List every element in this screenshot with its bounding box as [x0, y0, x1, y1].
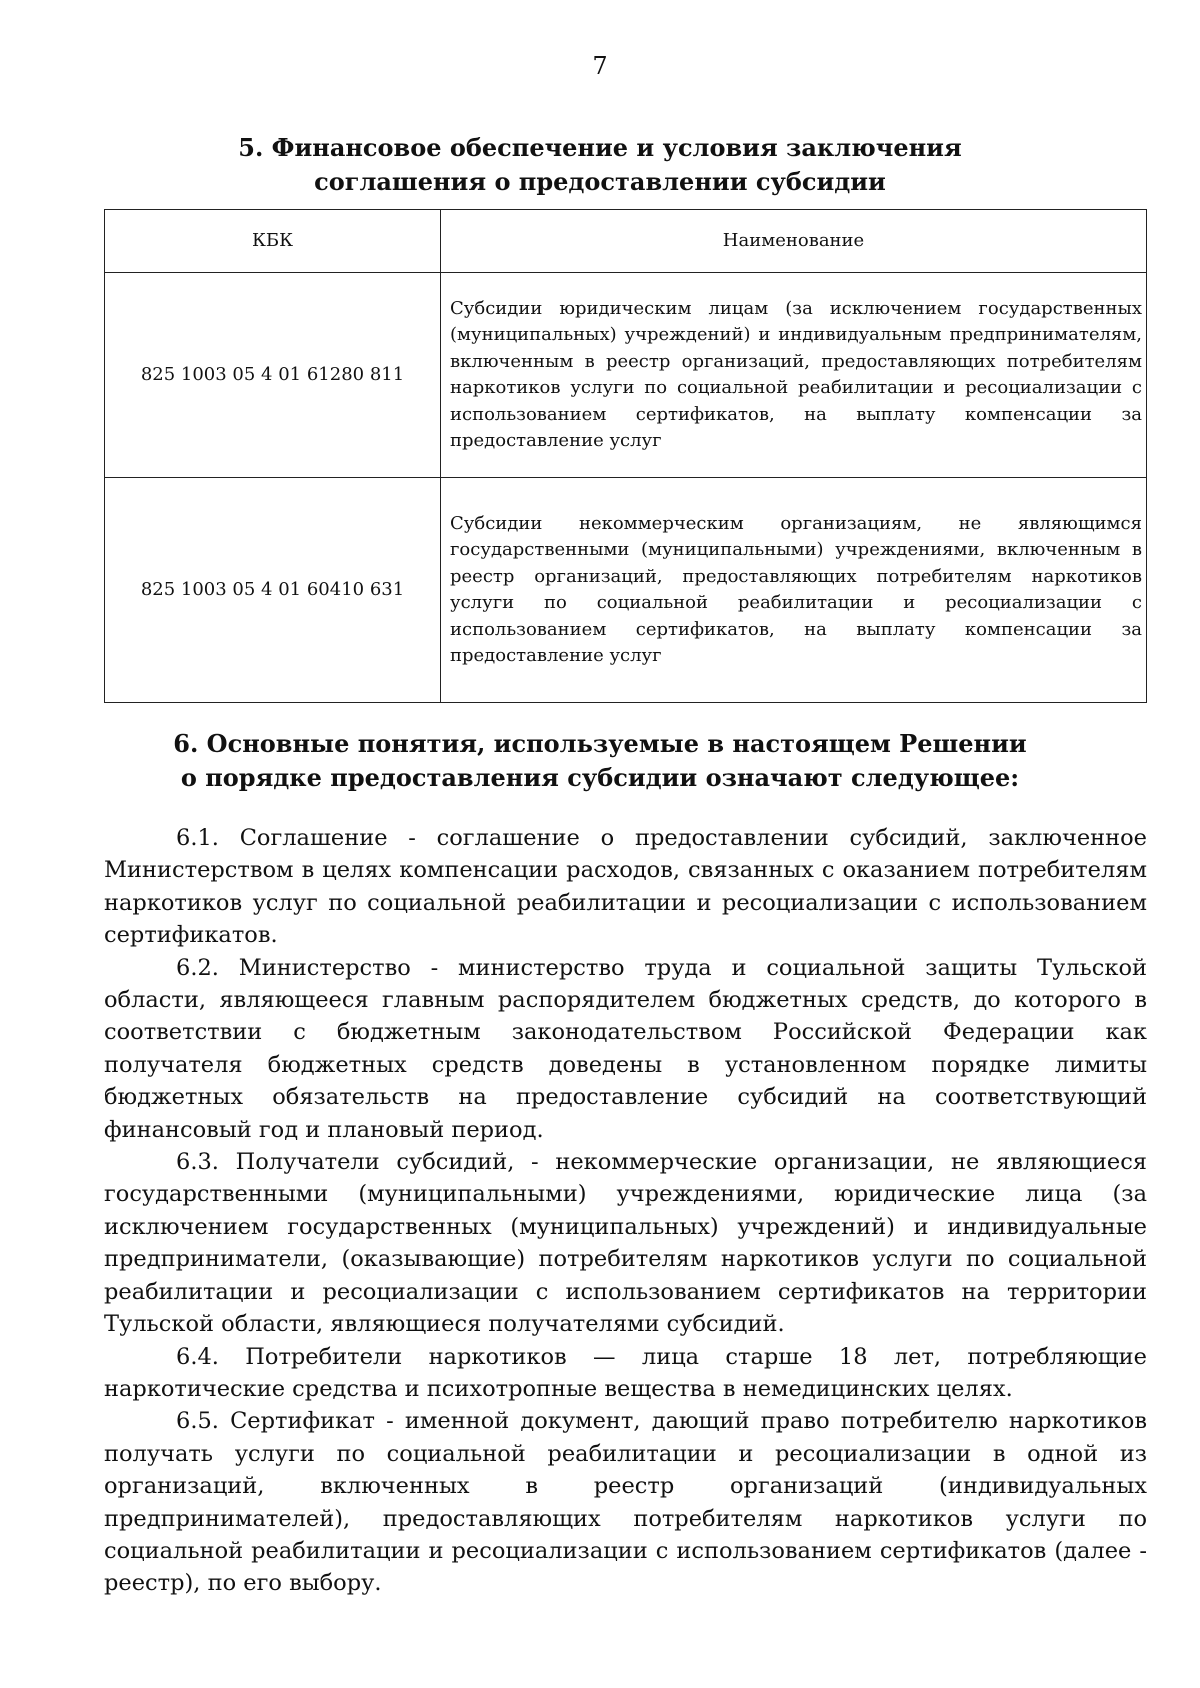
paragraph-6-5: 6.5. Сертификат - именной документ, дающий право потребителю наркотиков получать услуги по социальной реабилитации и ресоциализации в одной из организаций, включенных в реестр организаций (индивидуальных предпринимателей), предоставляющих потребителям наркотиков услуги по социальной реабилитации и ресоциализации с использованием сертификатов (далее - реестр), по его выбору. [104, 1408, 1147, 1597]
table-row [105, 273, 1147, 478]
paragraph-6-3: 6.3. Получатели субсидий, - некоммерческие организации, не являющиеся государственными (муниципальными) учреждениями, юридические лица (за исключением государственных (муниципальных) учреждений) и индивидуальные предприниматели, (оказывающие) потребителям наркотиков услуги по социальной реабилитации и ресоциализации с использованием сертификатов на территории Тульской области, являющиеся получателями субсидий. [104, 1149, 1147, 1338]
section-5-heading [0, 131, 1200, 199]
section-6-heading [0, 727, 1200, 795]
column-header-name: Наименование [441, 210, 1147, 273]
page-number: 7 [592, 52, 608, 80]
kbk-name-cell: Субсидии некоммерческим организациям, не являющимся государственными (муниципальными) учреждениями, включенным в реестр организаций, предоставляющих потребителям наркотиков услуги по социальной реабилитации и ресоциализации с использованием сертификатов, на выплату компенсации за предоставление услуг [441, 478, 1147, 703]
column-header-kbk: КБК [105, 210, 441, 273]
section-6-title-line-1: 6. Основные понятия, используемые в настоящем Решении [173, 729, 1027, 758]
table-header-row [105, 210, 1147, 273]
kbk-code-cell: 825 1003 05 4 01 61280 811 [105, 273, 441, 478]
paragraph-6-1: 6.1. Соглашение - соглашение о предоставлении субсидий, заключенное Министерством в целях компенсации расходов, связанных с оказанием потребителям наркотиков услуг по социальной реабилитации и ресоциализации с использованием сертификатов. [104, 825, 1147, 949]
section-5-title-line-1: 5. Финансовое обеспечение и условия заключения [238, 133, 962, 162]
paragraph-6-4: 6.4. Потребители наркотиков — лица старше 18 лет, потребляющие наркотические средства и психотропные вещества в немедицинских целях. [104, 1343, 1147, 1402]
section-5-title-line-2: соглашения о предоставлении субсидии [314, 167, 886, 196]
kbk-code-cell: 825 1003 05 4 01 60410 631 [105, 478, 441, 703]
paragraph-6-2: 6.2. Министерство - министерство труда и социальной защиты Тульской области, являющееся главным распорядителем бюджетных средств, до которого в соответствии с бюджетным законодательством Российской Федерации как получателя бюджетных средств доведены в установленном порядке лимиты бюджетных обязательств на предоставление субсидий на соответствующий финансовый год и плановый период. [104, 954, 1147, 1143]
table-row [105, 478, 1147, 703]
section-6-title-line-2: о порядке предоставления субсидии означают следующее: [180, 763, 1020, 792]
definitions-body [104, 822, 1147, 1600]
kbk-name-cell: Субсидии юридическим лицам (за исключением государственных (муниципальных) учреждений) и индивидуальным предпринимателям, включенным в реестр организаций, предоставляющих потребителям наркотиков услуги по социальной реабилитации и ресоциализации с использованием сертификатов, на выплату компенсации за предоставление услуг [441, 273, 1147, 478]
kbk-table [104, 209, 1147, 703]
